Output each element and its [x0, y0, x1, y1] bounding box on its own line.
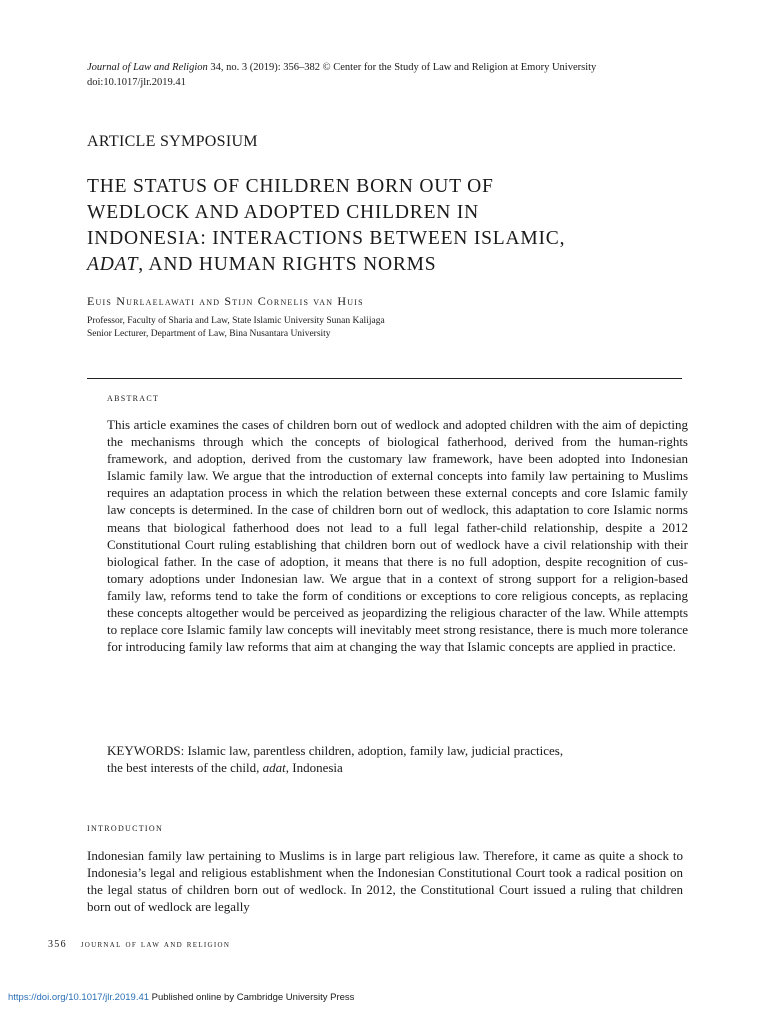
abstract-body: This article examines the cases of children born out of wedlock and adopted children with the aim of depicting the mechanisms through which the concepts of biological fatherhood, derived from the human-rights framework, and adoption, derived from the customary law framework, have been adopted into Indonesian Islamic family law. We argue that the introduction of external concepts into family law pertaining to Muslims requires an adaptation process in which the relation between these external concepts and core Islamic family law concepts is determined. In the case of children born out of wedlock, this adaptation to core Islamic norms means that biological fatherhood does not lead to a full legal father-child relationship, despite a 2012 Constitutional Court ruling establishing that children born out of wedlock have a civil relationship with their biological father. In the case of adoption, it means that there is no full adoption, despite recognition of customary adoptions under Indonesian law. We argue that in a context of strong support for a religion-based family law, reforms tend to take the form of conditions or exceptions to core religious concepts, as replacing these concepts altogether would be perceived as jeopardizing the religious character of the law. While attempts to replace core Islamic family law concepts will inevitably meet strong resistance, there is much more tolerance for introducing family law reforms that aim at changing the way that Islamic concepts are applied in practice.	[107, 417, 688, 655]
section-label: ARTICLE SYMPOSIUM	[87, 133, 258, 150]
article-doi: doi:10.1017/jlr.2019.41	[87, 77, 186, 88]
page-number: 356	[48, 939, 67, 950]
keywords	[107, 742, 688, 776]
journal-citation	[87, 60, 687, 90]
doi-link[interactable]: https://doi.org/10.1017/jlr.2019.41	[8, 992, 150, 1003]
published-online-text: Published online by Cambridge University Press	[149, 992, 355, 1003]
keywords-line-1: KEYWORDS: Islamic law, parentless children, adoption, family law, judicial practices,	[107, 743, 564, 758]
citation-details: 34, no. 3 (2019): 356–382 © Center for the Study of Law and Religion at Emory University	[207, 62, 597, 73]
keywords-line-2-start: the best interests of the child,	[107, 760, 263, 776]
section-divider	[87, 378, 682, 379]
journal-name: Journal of Law and Religion	[87, 62, 208, 73]
introduction-body: Indonesian family law pertaining to Muslims is in large part religious law. Therefore, it came as quite a shock to Indonesia’s legal and religious establishment when the Indonesian Constitutional Court took a radical position on the legal status of children born out of wedlock. In 2012, the Constitutional Court issued a ruling that children born out of wedlock are legally	[87, 848, 683, 915]
introduction-heading: introduction	[87, 822, 164, 834]
page-footer	[48, 939, 240, 950]
title-line-4-rest: , AND HUMAN RIGHTS NORMS	[138, 254, 437, 275]
author-names: Euis Nurlaelawati and Stijn Cornelis van Huis	[87, 294, 364, 308]
article-title	[87, 174, 687, 278]
citation-line	[87, 60, 687, 75]
affiliation-1: Professor, Faculty of Sharia and Law, State Islamic University Sunan Kalijaga	[87, 316, 385, 326]
title-line-3: INDONESIA: INTERACTIONS BETWEEN ISLAMIC,	[87, 228, 566, 249]
publisher-bar	[8, 992, 354, 1003]
abstract-heading: abstract	[107, 392, 160, 404]
title-line-1: THE STATUS OF CHILDREN BORN OUT OF	[87, 176, 494, 197]
title-line-4	[87, 252, 687, 278]
keywords-line-2	[107, 759, 688, 776]
title-italic-adat: ADAT	[87, 254, 139, 275]
keywords-line-2-end: , Indonesia	[285, 760, 343, 776]
running-head: journal of law and religion	[80, 939, 231, 950]
affiliation-2: Senior Lecturer, Department of Law, Bina Nusantara University	[87, 329, 331, 339]
keyword-italic-adat: adat	[262, 760, 286, 776]
title-line-2: WEDLOCK AND ADOPTED CHILDREN IN	[87, 202, 480, 223]
